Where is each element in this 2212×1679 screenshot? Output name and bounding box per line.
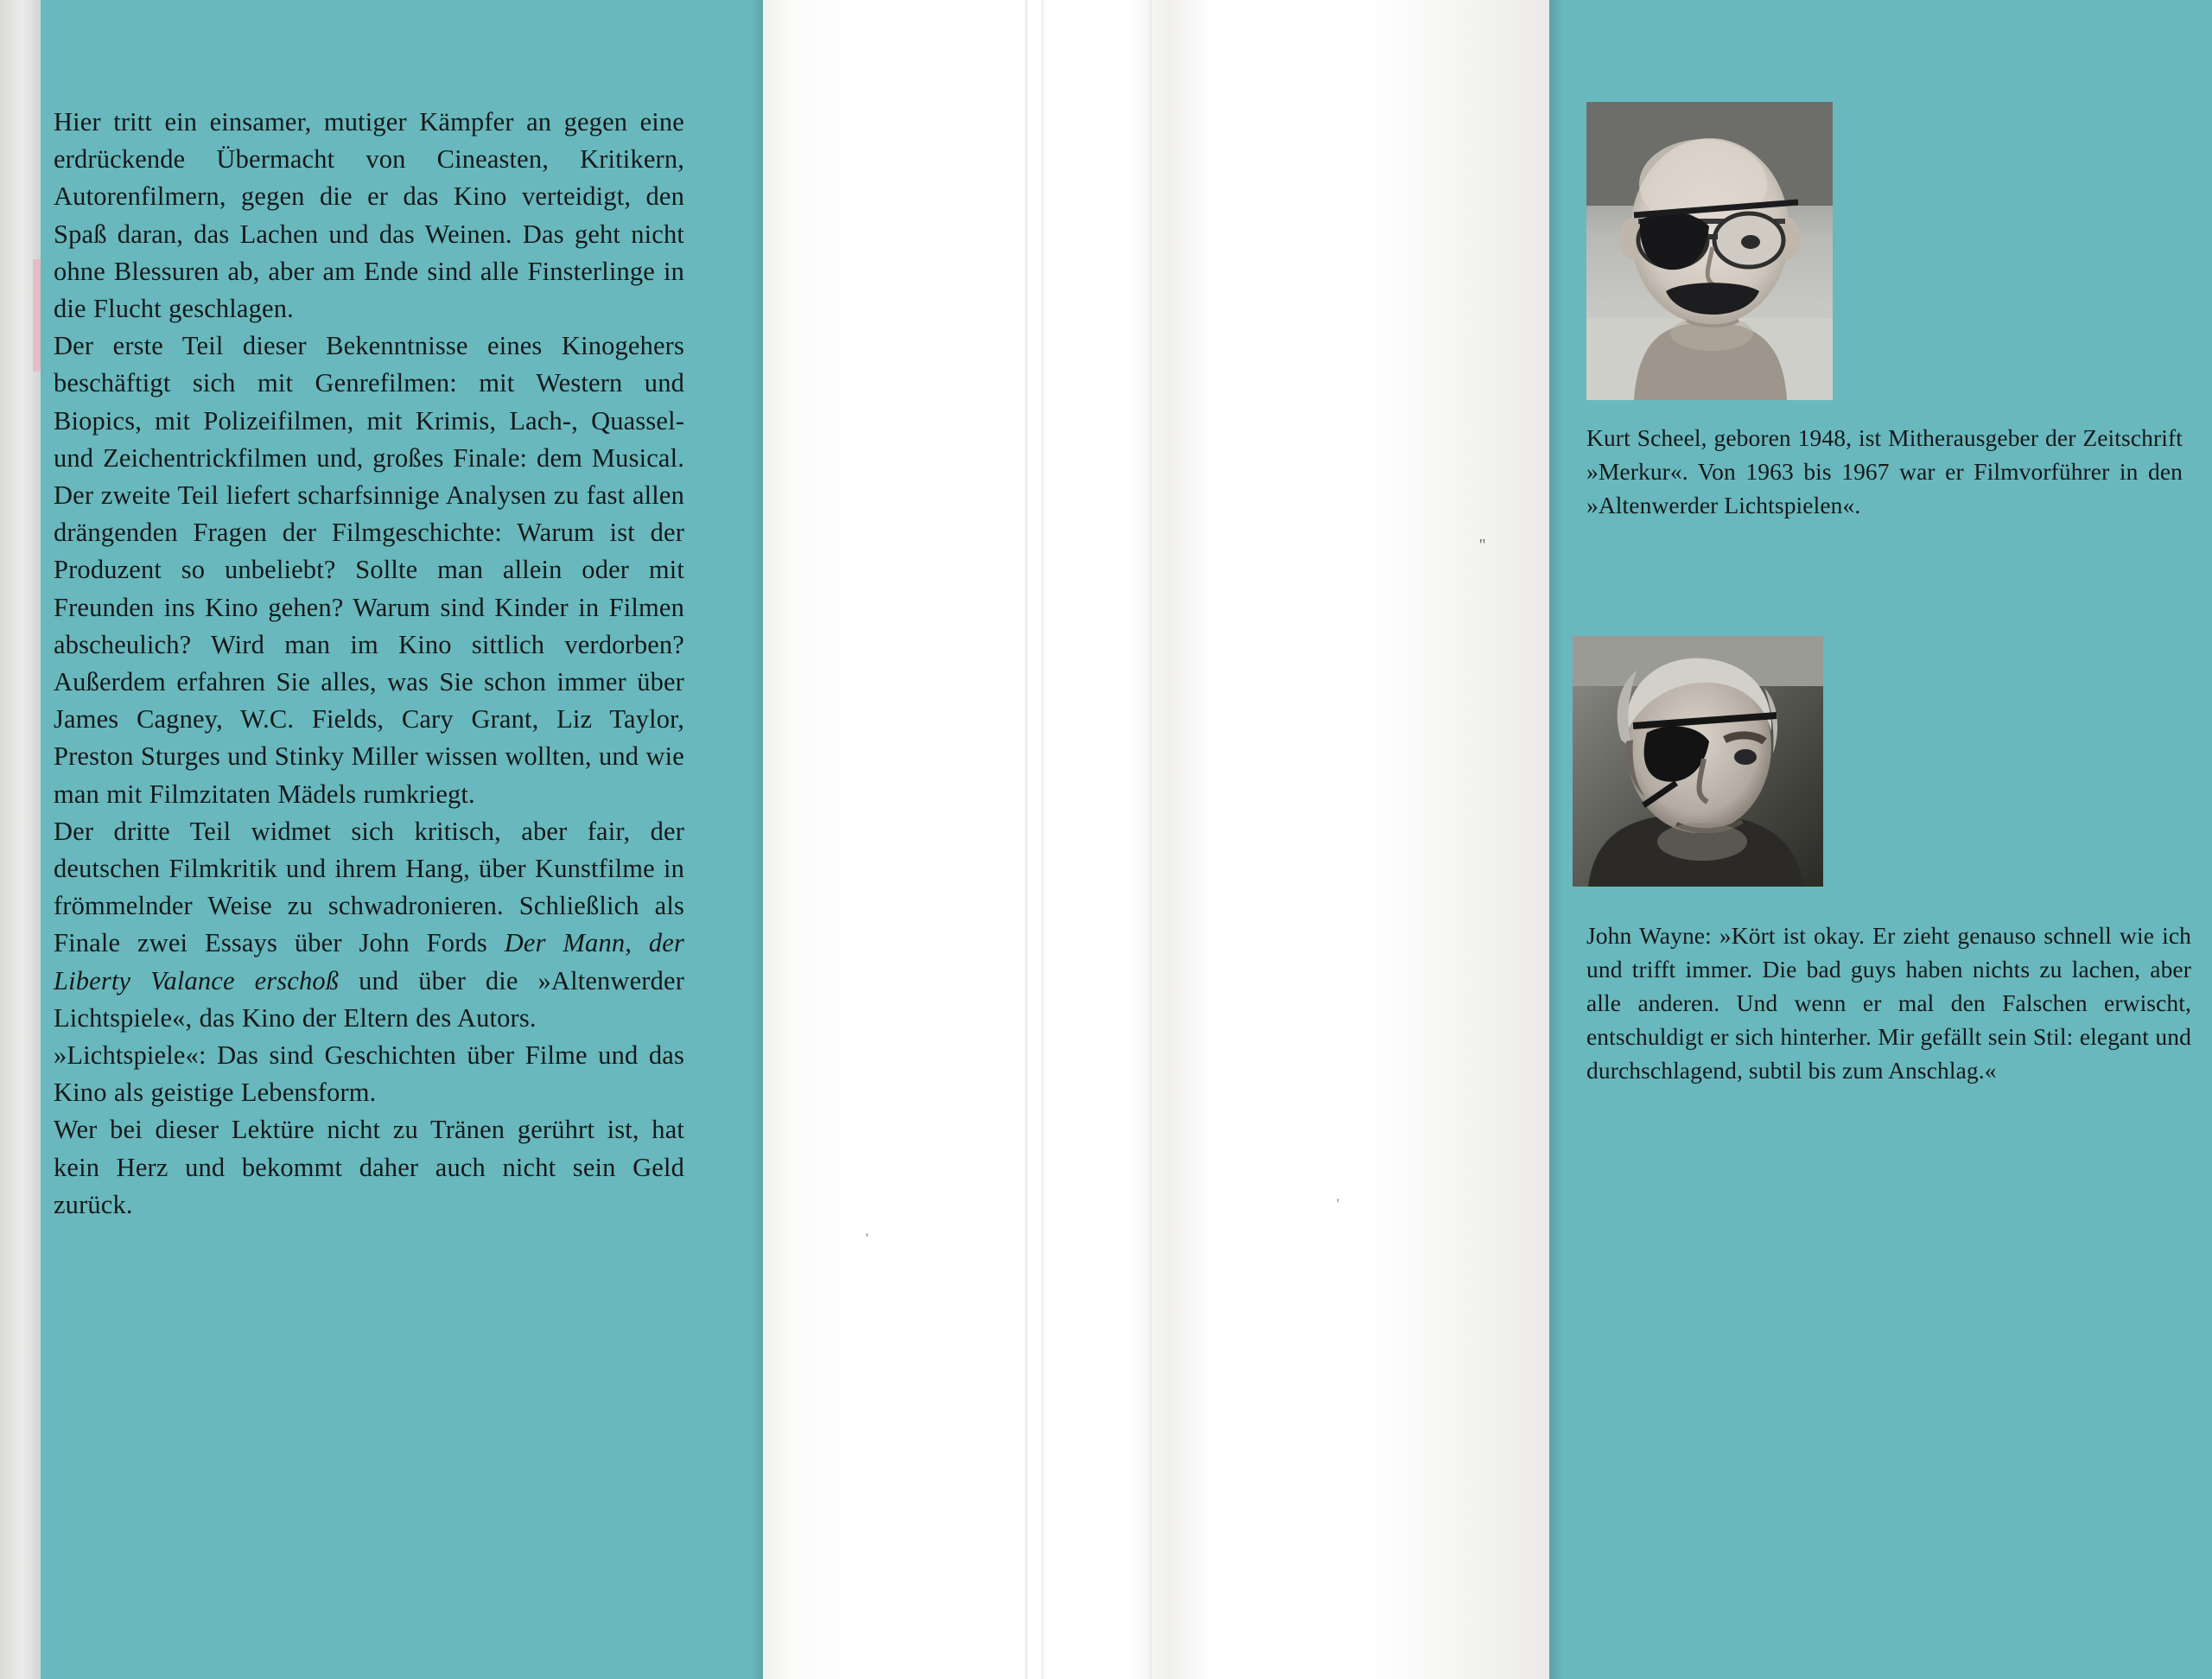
caption-kurt-scheel: Kurt Scheel, geboren 1948, ist Mitherausgeber der Zeitschrift »Merkur«. Von 1963 bis 1967 war er Filmvorführer in den »Altenwerder Lichtspielen«. xyxy=(1586,424,2183,518)
spine-fold-line-right xyxy=(1149,0,1152,1679)
book-spine-pages xyxy=(763,0,1549,1679)
left-paper-edge xyxy=(0,0,41,1679)
scan-speck-2: ' xyxy=(866,1231,868,1246)
portrait-john-wayne-photo xyxy=(1573,636,1823,887)
portrait-kurt-scheel-graphic xyxy=(1586,102,1833,400)
blurb-paragraph-5: Wer bei dieser Lektüre nicht zu Tränen gerührt ist, hat kein Herz und bekommt daher auch nicht sein Geld zurück. xyxy=(54,1115,684,1219)
portrait-john-wayne-graphic xyxy=(1573,636,1823,887)
blurb-text xyxy=(54,104,684,1224)
spine-fold-line-mid xyxy=(1041,0,1044,1679)
book-title-italic: Der Mann, der Liberty Valance erschoß xyxy=(54,928,685,995)
scan-speck-3: ' xyxy=(1337,1197,1339,1212)
blurb-paragraph-4: »Lichtspiele«: Das sind Geschichten über Filme und das Kino als geistige Lebensform. xyxy=(54,1040,684,1108)
scan-speck-1: '' xyxy=(1476,536,1486,555)
spine-fold-line-left xyxy=(1025,0,1027,1679)
blurb-paragraph-2: Der erste Teil dieser Bekenntnisse eines Kinogehers beschäftigt sich mit Genrefilmen: mit Western und Biopics, mit Polizeifilmen, mit Krimis, Lach-, Quassel- und Zeichentrickfilmen und, großes Finale: dem Musical. Der zweite Teil liefert scharfsinnige Analysen zu fast allen drängenden Fragen der Filmgeschichte: Warum ist der Produzent so unbeliebt? Sollte man allein oder mit Freunden ins Kino gehen? Warum sind Kinder in Filmen abscheulich? Wird man im Kino sittlich verdorben? Außerdem erfahren Sie alles, was Sie schon immer über James Cagney, W.C. Fields, Cary Grant, Liz Taylor, Preston Sturges und Stinky Miller wissen wollten, und wie man mit Filmzitaten Mädels rumkriegt. xyxy=(54,331,684,809)
blurb-paragraph-1: Hier tritt ein einsamer, mutiger Kämpfer an gegen eine erdrückende Übermacht von Cineasten, Kritikern, Autorenfilmern, gegen die er das Kino verteidigt, den Spaß daran, das Lachen und das Weinen. Das geht nicht ohne Blessuren ab, aber am Ende sind alle Finsterlinge in die Flucht geschlagen. xyxy=(54,107,684,324)
caption-john-wayne: John Wayne: »Kört ist okay. Er zieht genauso schnell wie ich und trifft immer. Die bad guys haben nichts zu lachen, aber alle anderen. Und wenn er mal den Falschen erwischt, entschuldigt er sich hinterher. Mir gefällt sein Stil: elegant und durchschlagend, subtil bis zum Anschlag.« xyxy=(1586,922,2191,1084)
portrait-kurt-scheel-photo xyxy=(1586,102,1833,400)
blurb-paragraph-3: Der dritte Teil widmet sich kritisch, aber fair, der deutschen Filmkritik und ihrem Hang, über Kunstfilme in frömmelnder Weise zu schwadronieren. Schließlich als Finale zwei Essays über John Fords Der Mann, der Liberty Valance erschoß und über die »Altenwerder Lichtspiele«, das Kino der Eltern des Autors. xyxy=(54,816,685,1033)
